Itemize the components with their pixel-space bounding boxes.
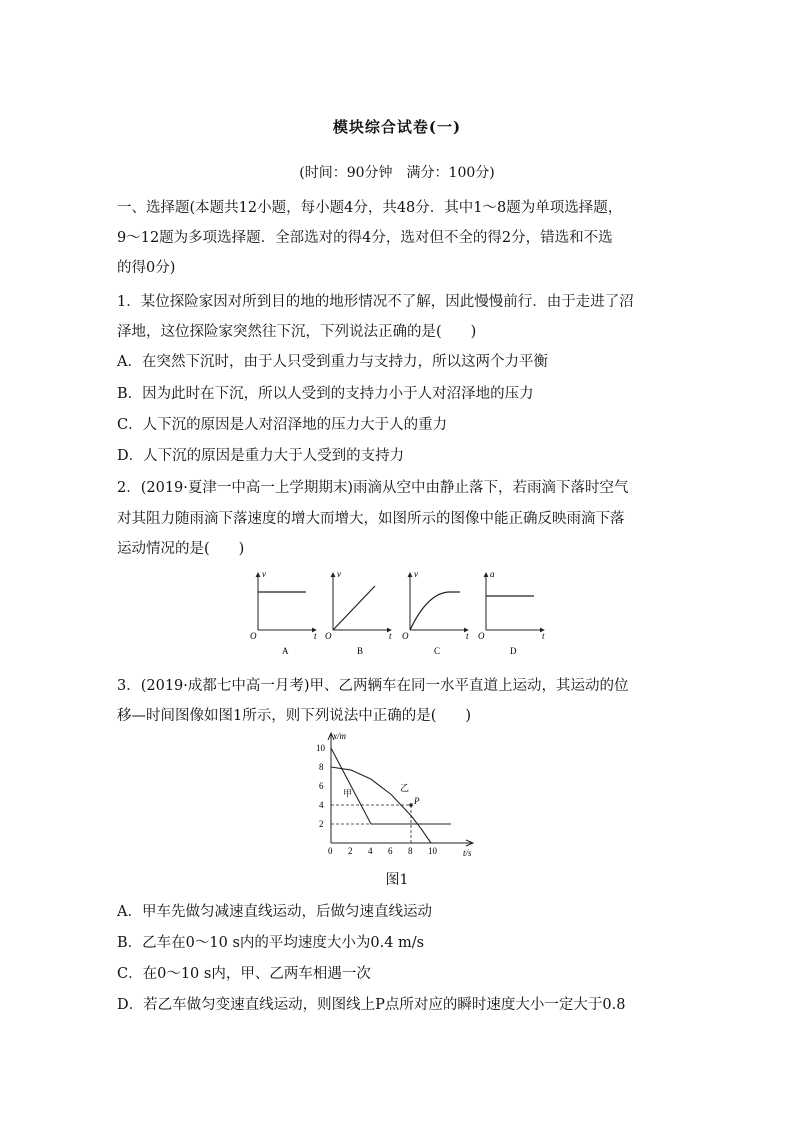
section-instructions: 的得0分) xyxy=(117,260,176,276)
question-3-option-d: D．若乙车做匀变速直线运动，则图线上P点所对应的瞬时速度大小一定大于0.8 xyxy=(117,997,626,1013)
question-3-option-b: B．乙车在0～10 s内的平均速度大小为0.4 m/s xyxy=(117,935,425,951)
question-3-option-a: A．甲车先做匀减速直线运动，后做匀速直线运动 xyxy=(117,904,432,920)
question-1-stem: 泽地，这位探险家突然往下沉，下列说法正确的是( ) xyxy=(117,324,477,340)
graph-a-xlabel: t xyxy=(314,631,317,641)
x-axis-label: t/s xyxy=(463,848,472,858)
figure-1-chart xyxy=(305,730,485,860)
graph-b-curve xyxy=(333,586,375,630)
graph-c-curve xyxy=(410,592,460,630)
series-yi-label: 乙 xyxy=(400,782,410,793)
y-tick-label: 10 xyxy=(316,743,325,753)
point-p-label: P xyxy=(414,796,420,806)
graph-d xyxy=(478,569,545,656)
graph-c-label: C xyxy=(434,646,441,656)
section-instructions: 一、选择题(本题共12小题，每小题4分，共48分．其中1～8题为单项选择题， xyxy=(117,200,623,216)
question-2-stem: 对其阻力随雨滴下落速度的增大而增大，如图所示的图像中能正确反映雨滴下落 xyxy=(117,511,625,527)
graph-a-origin: O xyxy=(250,631,257,641)
y-tick-label: 8 xyxy=(319,762,324,772)
series-jia-line xyxy=(331,748,451,824)
section-instructions: 9～12题为多项选择题．全部选对的得4分，选对但不全的得2分，错选和不选 xyxy=(117,230,613,246)
question-1-option-a: A．在突然下沉时，由于人只受到重力与支持力，所以这两个力平衡 xyxy=(117,354,548,370)
graph-c-ylabel: v xyxy=(414,569,418,579)
graph-c-origin: O xyxy=(402,631,409,641)
x-tick-label: 8 xyxy=(408,846,413,856)
question-1-option-c: C．人下沉的原因是人对沼泽地的压力大于人的重力 xyxy=(117,417,448,433)
graph-d-ylabel: a xyxy=(490,569,495,579)
graph-b-xlabel: t xyxy=(389,631,392,641)
graph-c xyxy=(402,569,469,656)
graph-d-xlabel: t xyxy=(542,631,545,641)
graph-a-ylabel: v xyxy=(262,569,266,579)
question-2-stem: 2．(2019·夏津一中高一上学期期末)雨滴从空中由静止落下，若雨滴下落时空气 xyxy=(117,480,629,496)
x-tick-label: 10 xyxy=(428,846,437,856)
page-title: 模块综合试卷(一) xyxy=(332,118,462,136)
y-tick-label: 4 xyxy=(319,800,324,810)
question-3-stem: 3．(2019·成都七中高一月考)甲、乙两辆车在同一水平直道上运动，其运动的位 xyxy=(117,678,629,694)
question-1-option-d: D．人下沉的原因是重力大于人受到的支持力 xyxy=(117,448,405,464)
graph-a-label: A xyxy=(282,646,289,656)
y-axis-label: x/m xyxy=(333,731,346,741)
graph-b-ylabel: v xyxy=(337,569,341,579)
x-tick-label: 4 xyxy=(368,846,373,856)
y-tick-label: 2 xyxy=(319,819,324,829)
point-p xyxy=(409,803,413,807)
series-jia-label: 甲 xyxy=(343,788,353,799)
question-1-stem: 1．某位探险家因对所到目的地的地形情况不了解，因此慢慢前行．由于走进了沼 xyxy=(117,294,634,310)
graph-a xyxy=(250,569,317,656)
x-tick-label: 0 xyxy=(328,846,333,856)
graph-d-label: D xyxy=(510,646,517,656)
question-2-stem: 运动情况的是( ) xyxy=(117,541,245,557)
graph-b-label: B xyxy=(357,646,364,656)
question-3-stem: 移—时间图像如图1所示，则下列说法中正确的是( ) xyxy=(117,708,472,724)
figure-1-caption: 图1 xyxy=(385,872,409,888)
graph-c-xlabel: t xyxy=(466,631,469,641)
graph-b-origin: O xyxy=(325,631,332,641)
x-tick-label: 2 xyxy=(348,846,353,856)
graph-b xyxy=(325,569,392,656)
x-tick-label: 6 xyxy=(388,846,393,856)
y-tick-label: 6 xyxy=(319,781,324,791)
question-2-graphs xyxy=(248,568,548,658)
exam-info: (时间：90分钟 满分：100分) xyxy=(299,165,495,181)
question-1-option-b: B．因为此时在下沉，所以人受到的支持力小于人对沼泽地的压力 xyxy=(117,386,534,402)
question-3-option-c: C．在0～10 s内，甲、乙两车相遇一次 xyxy=(117,966,371,982)
graph-d-origin: O xyxy=(478,631,485,641)
